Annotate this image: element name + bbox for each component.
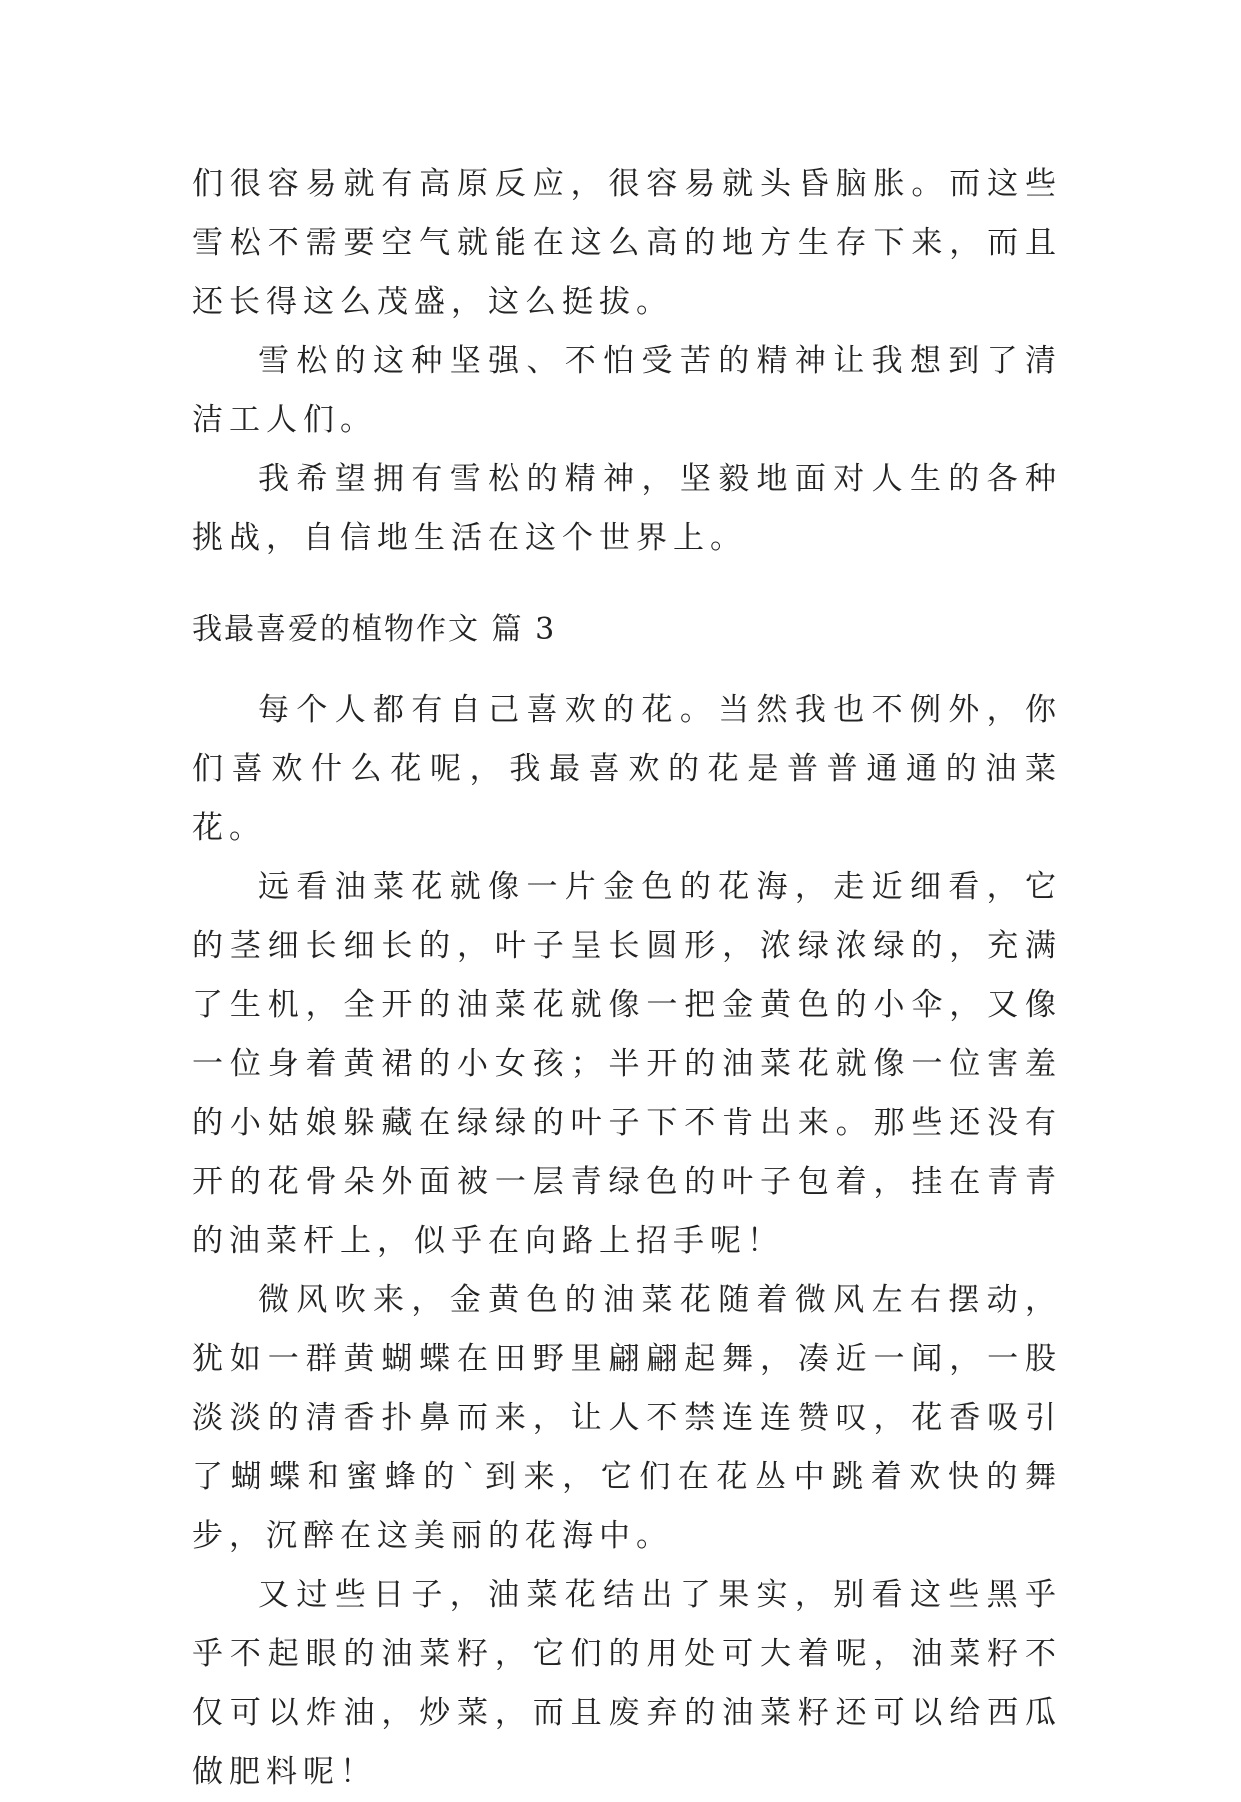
paragraph: 们很容易就有高原反应，很容易就头昏脑胀。而这些雪松不需要空气就能在这么高的地方生存下来，而且还长得这么茂盛，这么挺拔。: [192, 166, 1062, 320]
paragraph: 远看油菜花就像一片金色的花海，走近细看，它的茎细长细长的，叶子呈长圆形，浓绿浓绿的，充满了生机，全开的油菜花就像一把金黄色的小伞，又像一位身着黄裙的小女孩；半开的油菜花就像一位害羞的小姑娘躲藏在绿绿的叶子下不肯出来。那些还没有开的花骨朵外面被一层青绿色的叶子包着，挂在青青的油菜杆上，似乎在向路上招手呢！: [192, 869, 1062, 1259]
paragraph: 雪松的这种坚强、不怕受苦的精神让我想到了清洁工人们。: [192, 343, 1062, 438]
paragraph: 微风吹来，金黄色的油菜花随着微风左右摆动，犹如一群黄蝴蝶在田野里翩翩起舞，凑近一闻，一股淡淡的清香扑鼻而来，让人不禁连连赞叹，花香吸引了蝴蝶和蜜蜂的`到来，它们在花丛中跳着欢快的舞步，沉醉在这美丽的花海中。: [192, 1282, 1062, 1554]
essay-body: [192, 681, 1062, 1802]
essay-continuation: [192, 155, 1062, 568]
paragraph: 每个人都有自己喜欢的花。当然我也不例外，你们喜欢什么花呢，我最喜欢的花是普普通通的油菜花。: [192, 692, 1062, 846]
essay-heading: 我最喜爱的植物作文 篇 3: [192, 612, 557, 647]
paragraph: 我希望拥有雪松的精神，坚毅地面对人生的各种挑战，自信地生活在这个世界上。: [192, 461, 1062, 556]
paragraph: 又过些日子，油菜花结出了果实，别看这些黑乎乎不起眼的油菜籽，它们的用处可大着呢，油菜籽不仅可以炸油，炒菜，而且废弃的油菜籽还可以给西瓜做肥料呢！: [192, 1577, 1062, 1790]
